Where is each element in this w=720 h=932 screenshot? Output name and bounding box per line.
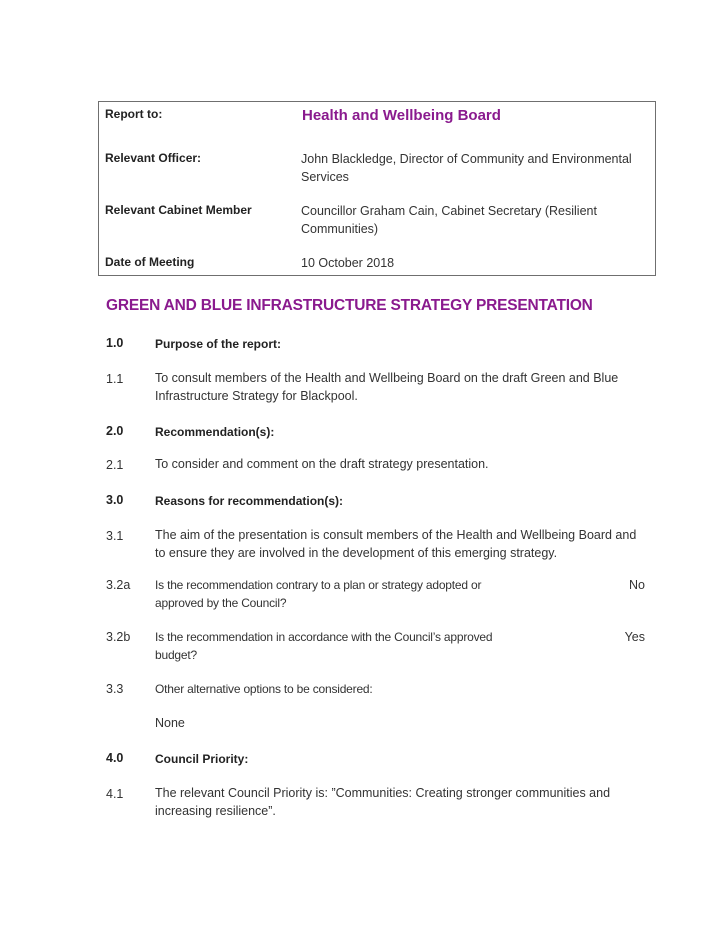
paragraph-number: 3.2b	[106, 630, 131, 644]
paragraph-number: 3.1	[106, 529, 124, 543]
section-number: 4.0	[106, 751, 124, 765]
paragraph-text: Is the recommendation contrary to a plan or strategy adopted or approved by the Council?	[155, 578, 482, 610]
relevant-officer-label: Relevant Officer:	[105, 151, 202, 165]
paragraph-text: Other alternative options to be considered:	[155, 682, 373, 696]
paragraph-text: The relevant Council Priority is: ”Communities: Creating stronger communities and increasing resilience”.	[155, 786, 611, 818]
report-header-table	[98, 101, 656, 276]
section-number: 1.0	[106, 336, 124, 350]
cabinet-member-label: Relevant Cabinet Member	[105, 203, 252, 217]
section-heading: Recommendation(s):	[155, 425, 275, 439]
paragraph-text: To consider and comment on the draft strategy presentation.	[155, 457, 489, 471]
paragraph-number: 3.3	[106, 682, 124, 696]
paragraph-text: The aim of the presentation is consult members of the Health and Wellbeing Board and to ensure they are involved in the development of this emerging strategy.	[155, 528, 637, 560]
paragraph-subtext: None	[155, 716, 185, 730]
report-to-value: Health and Wellbeing Board	[302, 107, 501, 124]
answer-yes: Yes	[624, 630, 645, 644]
paragraph-number: 4.1	[106, 787, 124, 801]
paragraph-text: To consult members of the Health and Wellbeing Board on the draft Green and Blue Infrastructure Strategy for Blackpool.	[155, 371, 619, 403]
relevant-officer-value: John Blackledge, Director of Community and Environmental Services	[301, 152, 632, 184]
section-heading: Council Priority:	[155, 752, 249, 766]
meeting-date-label: Date of Meeting	[105, 255, 195, 269]
paragraph-text: Is the recommendation in accordance with the Council’s approved budget?	[155, 630, 493, 662]
report-to-label: Report to:	[105, 107, 163, 121]
meeting-date-value: 10 October 2018	[301, 256, 395, 270]
section-number: 3.0	[106, 493, 124, 507]
paragraph-number: 3.2a	[106, 578, 131, 592]
paragraph-number: 2.1	[106, 458, 124, 472]
document-title: GREEN AND BLUE INFRASTRUCTURE STRATEGY PRESENTATION	[106, 297, 593, 314]
answer-no: No	[629, 578, 645, 592]
section-heading: Purpose of the report:	[155, 337, 282, 351]
section-heading: Reasons for recommendation(s):	[155, 494, 344, 508]
cabinet-member-value: Councillor Graham Cain, Cabinet Secretary (Resilient Communities)	[301, 204, 597, 236]
paragraph-number: 1.1	[106, 372, 124, 386]
section-number: 2.0	[106, 424, 124, 438]
